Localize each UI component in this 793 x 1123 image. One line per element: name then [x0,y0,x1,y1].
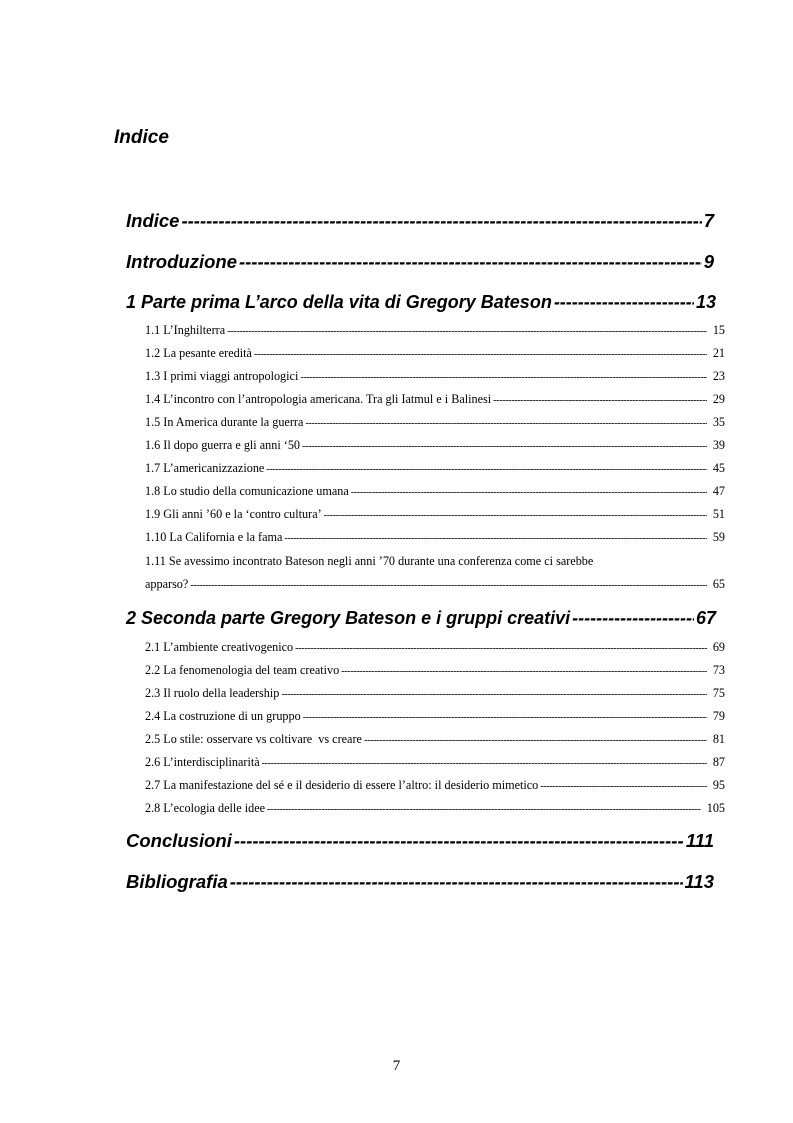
toc-page-number: 39 [712,438,725,452]
toc-label: 1.3 I primi viaggi antropologici [145,369,299,383]
toc-entry-1-2[interactable] [145,345,725,361]
toc-entry-1-3[interactable] [145,368,725,384]
toc-entry-1-6[interactable] [145,437,725,453]
toc-entry-2-8[interactable] [145,800,725,816]
toc-page-number: 51 [712,507,725,521]
toc-entry-1-4[interactable] [145,391,725,407]
toc-entry-1-11[interactable] [145,576,725,592]
toc-label: 1 Parte prima L’arco della vita di Gregory Bateson [126,292,552,312]
toc-label: Bibliografia [126,871,228,892]
toc-label: Indice [126,210,180,231]
toc-page-number: 75 [712,686,725,700]
toc-label: 1.7 L’americanizzazione [145,461,265,475]
toc-page-number: 9 [703,251,714,272]
toc-label: 1.1 L’Inghilterra [145,323,226,337]
toc-label: 2.7 La manifestazione del sé e il desiderio di essere l’altro: il desiderio mimetico [145,778,539,792]
toc-entry-1-11-line1[interactable]: 1.11 Se avessimo incontrato Bateson negli anni ’70 durante una conferenza come ci sarebbe [145,554,594,568]
toc-label: 2.6 L’interdisciplinarità [145,755,260,769]
toc-entry-2-4[interactable] [145,708,725,724]
toc-entry-bibliografia[interactable] [126,870,714,894]
dot-leader [572,606,694,630]
toc-entry-2-5[interactable] [145,731,725,747]
dot-leader [262,756,707,772]
toc-page-number: 29 [712,392,725,406]
toc-entry-2-6[interactable] [145,754,725,770]
toc-page-number: 69 [712,640,725,654]
toc-entry-1-1[interactable] [145,322,725,338]
dot-leader [266,462,706,478]
toc-entry-2-2[interactable] [145,662,725,678]
dot-leader [493,393,707,409]
toc-label: 1.10 La California e la fama [145,530,283,544]
toc-page-number: 47 [712,484,725,498]
dot-leader [190,578,707,594]
dot-leader [181,209,701,233]
toc-label: 2.2 La fenomenologia del team creativo [145,663,340,677]
toc-label: 2.1 L’ambiente creativogenico [145,640,294,654]
toc-label: 1.4 L’incontro con l’antropologia americana. Tra gli Iatmul e i Balinesi [145,392,492,406]
toc-label: Introduzione [126,251,237,272]
dot-leader [540,779,707,795]
dot-leader [254,347,707,363]
toc-entry-2-3[interactable] [145,685,725,701]
dot-leader [230,870,683,894]
dot-leader [227,324,707,340]
toc-entry-indice[interactable] [126,209,714,233]
toc-page-number: 113 [684,871,714,892]
toc-label: 2.8 L’ecologia delle idee [145,801,266,815]
toc-page-number: 81 [712,732,725,746]
toc-label: Conclusioni [126,830,232,851]
toc-label: 1.2 La pesante eredità [145,346,252,360]
toc-label: apparso? [145,577,189,591]
toc-entry-1-10[interactable] [145,529,725,545]
dot-leader [281,687,706,703]
toc-label: 1.5 In America durante la guerra [145,415,304,429]
toc-page-number: 67 [695,608,716,628]
toc-entry-part-1[interactable] [126,290,716,314]
toc-page-number: 35 [712,415,725,429]
dot-leader [351,485,707,501]
toc-page-number: 105 [706,801,725,815]
toc-page-number: 87 [712,755,725,769]
toc-page-number: 65 [712,577,725,591]
dot-leader [295,641,707,657]
dot-leader [364,733,707,749]
dot-leader [341,664,707,680]
dot-leader [554,290,694,314]
toc-entry-part-2[interactable] [126,606,716,630]
dot-leader [284,531,706,547]
toc-page-number: 13 [695,292,716,312]
dot-leader [324,508,707,524]
toc-entry-2-7[interactable] [145,777,725,793]
toc-label: 2.5 Lo stile: osservare vs coltivare vs creare [145,732,362,746]
toc-page-number: 95 [712,778,725,792]
toc-entry-1-7[interactable] [145,460,725,476]
toc-label: 2.3 Il ruolo della leadership [145,686,280,700]
dot-leader [303,710,707,726]
toc-entry-2-1[interactable] [145,639,725,655]
toc-page-number: 21 [712,346,725,360]
toc-label: 1.8 Lo studio della comunicazione umana [145,484,349,498]
page-title: Indice [114,127,169,148]
toc-entry-introduzione[interactable] [126,250,714,274]
dot-leader [267,802,701,818]
dot-leader [239,250,702,274]
toc-label: 1.6 Il dopo guerra e gli anni ‘50 [145,438,301,452]
dot-leader [234,829,684,853]
dot-leader [302,439,707,455]
dot-leader [300,370,706,386]
toc-label: 2 Seconda parte Gregory Bateson e i gruppi creativi [126,608,571,628]
toc-entry-1-9[interactable] [145,506,725,522]
dot-leader [305,416,706,432]
toc-page-number: 111 [685,830,714,851]
toc-entry-1-8[interactable] [145,483,725,499]
toc-page-number: 15 [712,323,725,337]
toc-page-number: 23 [712,369,725,383]
toc-entry-1-5[interactable] [145,414,725,430]
toc-entry-conclusioni[interactable] [126,829,714,853]
toc-label: 1.9 Gli anni ’60 e la ‘contro cultura’ [145,507,322,521]
toc-page-number: 73 [712,663,725,677]
toc-label: 2.4 La costruzione di un gruppo [145,709,301,723]
page-number: 7 [392,1058,401,1074]
toc-page-number: 7 [703,210,714,231]
toc-page-number: 45 [712,461,725,475]
toc-page-number: 59 [712,530,725,544]
toc-page-number: 79 [712,709,725,723]
